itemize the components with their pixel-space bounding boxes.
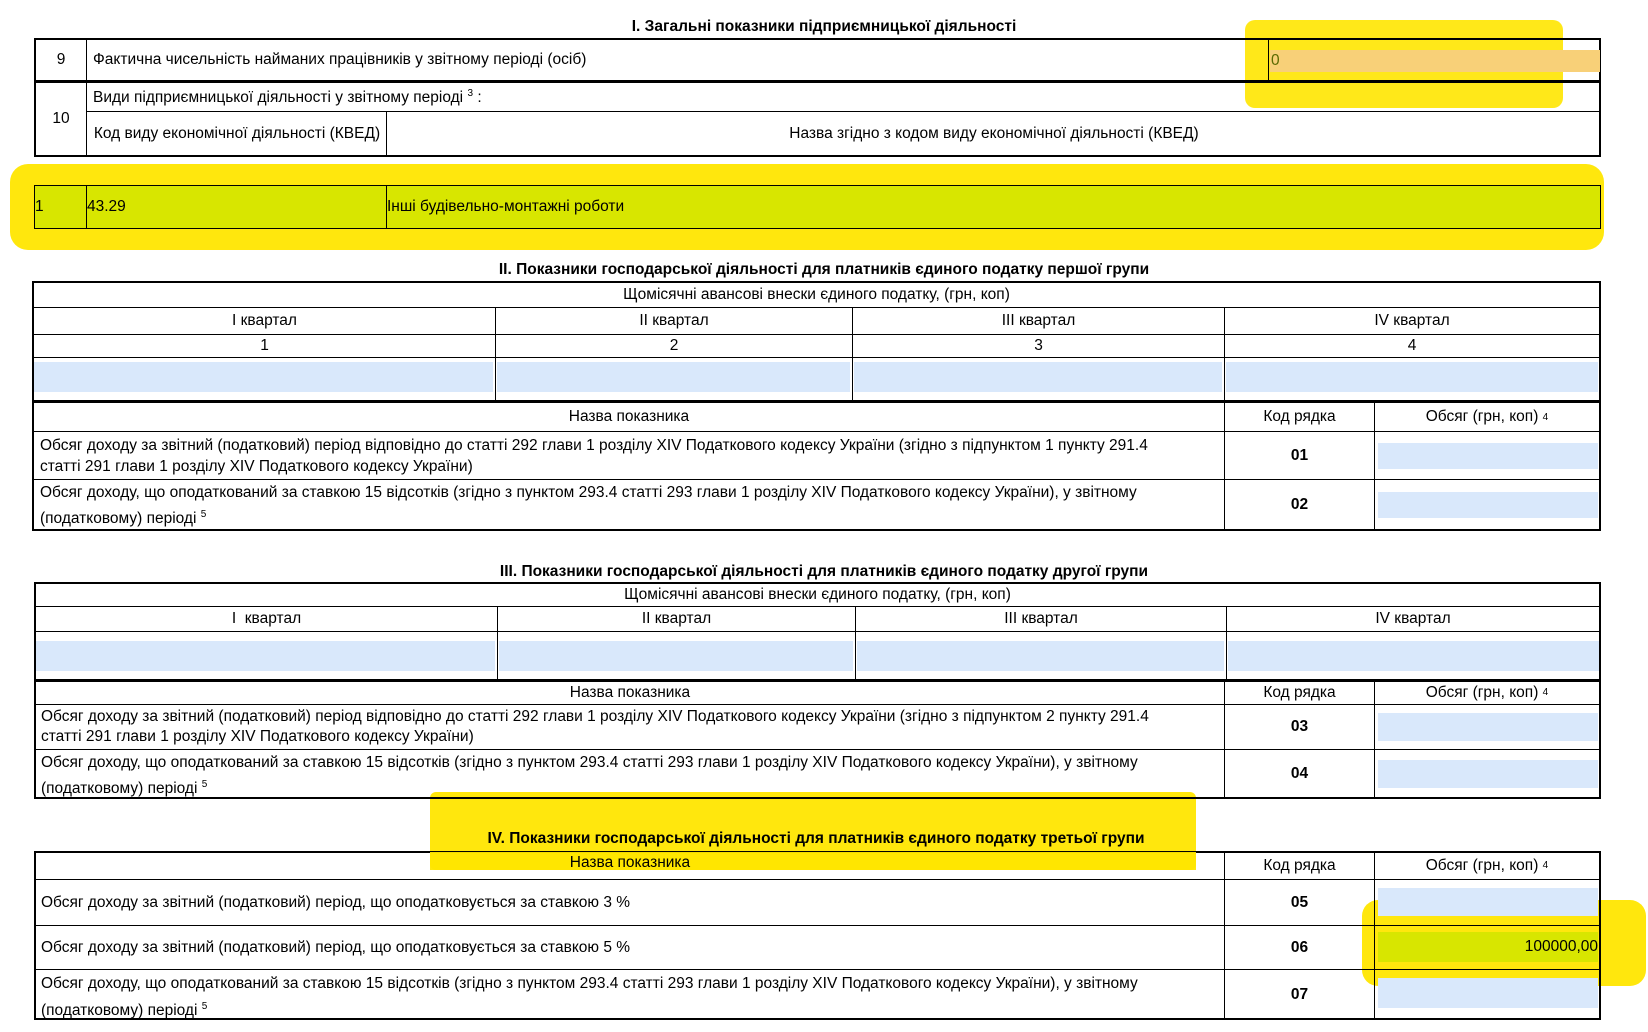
s3-quarter-4-input[interactable] [1228,641,1599,671]
s3-row-03-input[interactable] [1378,713,1598,741]
s2-quarter-3-input[interactable] [854,362,1222,392]
s4-row-06-code: 06 [1290,938,1309,956]
s3-col-code-header: Код рядка [1263,683,1336,701]
s2-quarter-4-num: 4 [1407,337,1417,354]
s3-quarter-1-input[interactable] [36,641,495,671]
section-2-title: ІІ. Показники господарської діяльності для платників єдиного податку першої групи [498,261,1150,278]
s2-col-name-header: Назва показника [568,408,690,425]
s2-quarter-1-input[interactable] [34,362,493,392]
row-9-number: 9 [56,51,66,68]
s3-row-04-code: 04 [1290,765,1309,782]
s3-quarter-1: І квартал [231,610,302,627]
s2-quarter-2-num: 2 [669,337,679,354]
s4-row-07-text: Обсяг доходу, що оподаткований за ставкою 15 відсотків (згідно з пунктом 293.4 статті 293 глави 1 розділу XIV Податкового кодексу України), у звітному (податковому) періоді $^5$ [41,975,1138,1020]
s3-advance-header: Щомісячні авансові внески єдиного податку, (грн, коп) [624,585,1011,603]
kved-row-name[interactable]: Інші будівельно-монтажні роботи [387,198,625,215]
s4-row-05-text: Обсяг доходу за звітний (податковий) період, що оподатковується за ставкою 3 % [41,893,631,911]
s3-quarter-3: ІІІ квартал [1004,610,1078,627]
s3-quarter-3-input[interactable] [857,641,1224,671]
s2-quarter-2-input[interactable] [497,362,850,392]
s4-col-volume-header: Обсяг (грн, коп) 4 [1425,856,1549,874]
s2-row-01-input[interactable] [1378,443,1598,469]
kved-row-number[interactable]: 1 [35,198,44,215]
s3-quarter-4: ІV квартал [1375,610,1451,627]
s2-quarter-4-input[interactable] [1226,362,1598,392]
s2-row-01-code: 01 [1290,446,1309,464]
s2-quarter-3-num: 3 [1034,337,1043,354]
s3-quarter-2: ІІ квартал [641,610,712,627]
s2-row-02-text: Обсяг доходу, що оподаткований за ставкою 15 відсотків (згідно з пунктом 293.4 статті 293 глави 1 розділу XIV Податкового кодексу України), у звітному (податковому) періоді $^5$ [40,484,1137,528]
row-10-number: 10 [52,110,70,127]
row-9-label: Фактична чисельність найманих працівників у звітному періоді (осіб) [93,51,587,68]
s3-row-04-input[interactable] [1378,760,1598,788]
s3-col-name-header: Назва показника [569,683,691,701]
kved-row-code[interactable]: 43.29 [87,198,126,215]
s2-quarter-3: ІІІ квартал [1001,312,1076,329]
s2-col-code-header: Код рядка [1263,408,1336,425]
s4-row-05-input[interactable] [1378,888,1598,916]
s4-row-06-text: Обсяг доходу за звітний (податковий) період, що оподатковується за ставкою 5 % [41,938,631,956]
s2-quarter-1-num: 1 [260,337,269,354]
section-1-title: I. Загальні показники підприємницької діяльності [631,18,1017,35]
s4-row-05-code: 05 [1290,893,1309,911]
s2-row-02-code: 02 [1290,496,1309,513]
s3-row-03-code: 03 [1290,718,1309,735]
s3-quarter-2-input[interactable] [499,641,853,671]
s2-row-02-input[interactable] [1378,492,1598,518]
s2-row-01-text: Обсяг доходу за звітний (податковий) період відповідно до статті 292 глави 1 розділу XIV Податкового кодексу України (згідно з підпунктом 1 пункту 291.4 статті 291 глави 1 розділу XIV Податкового кодексу України) [40,437,1148,475]
s2-quarter-2: ІІ квартал [639,312,709,329]
s3-row-04-text: Обсяг доходу, що оподаткований за ставкою 15 відсотків (згідно з пунктом 293.4 статті 293 глави 1 розділу XIV Податкового кодексу України), у звітному (податковому) періоді $^5$ [41,754,1138,798]
s4-row-07-input[interactable] [1378,978,1598,1008]
kved-code-header: Код виду економічної діяльності (КВЕД) [93,125,381,142]
s2-quarter-1: І квартал [232,312,297,329]
section-3-title: ІІІ. Показники господарської діяльності для платників єдиного податку другої групи [499,563,1149,580]
s4-row-06-input[interactable]: 100000,00 [1378,932,1598,962]
s2-advance-header: Щомісячні авансові внески єдиного податку, (грн, коп) [623,286,1010,303]
employees-count-field[interactable]: 0 [1270,50,1600,72]
s3-row-03-text: Обсяг доходу за звітний (податковий) період відповідно до статті 292 глави 1 розділу XIV Податкового кодексу України (згідно з підпунктом 2 пункту 291.4 статті 291 глави 1 розділу XIV Податкового кодексу України) [41,708,1149,745]
section-4-title: IV. Показники господарської діяльності для платників єдиного податку третьої групи [487,830,1145,847]
s2-quarter-4: ІV квартал [1374,312,1450,329]
s4-row-07-code: 07 [1290,985,1309,1003]
s4-col-name-header: Назва показника [569,854,691,871]
kved-name-header: Назва згідно з кодом виду економічної діяльності (КВЕД) [789,125,1199,142]
s2-col-volume-header: Обсяг (грн, коп) 4 [1425,408,1549,425]
s3-col-volume-header: Обсяг (грн, коп) 4 [1425,683,1549,701]
s4-col-code-header: Код рядка [1263,856,1336,874]
row-10-label: Види підприємницької діяльності у звітному періоді $^3$ : [93,88,482,107]
